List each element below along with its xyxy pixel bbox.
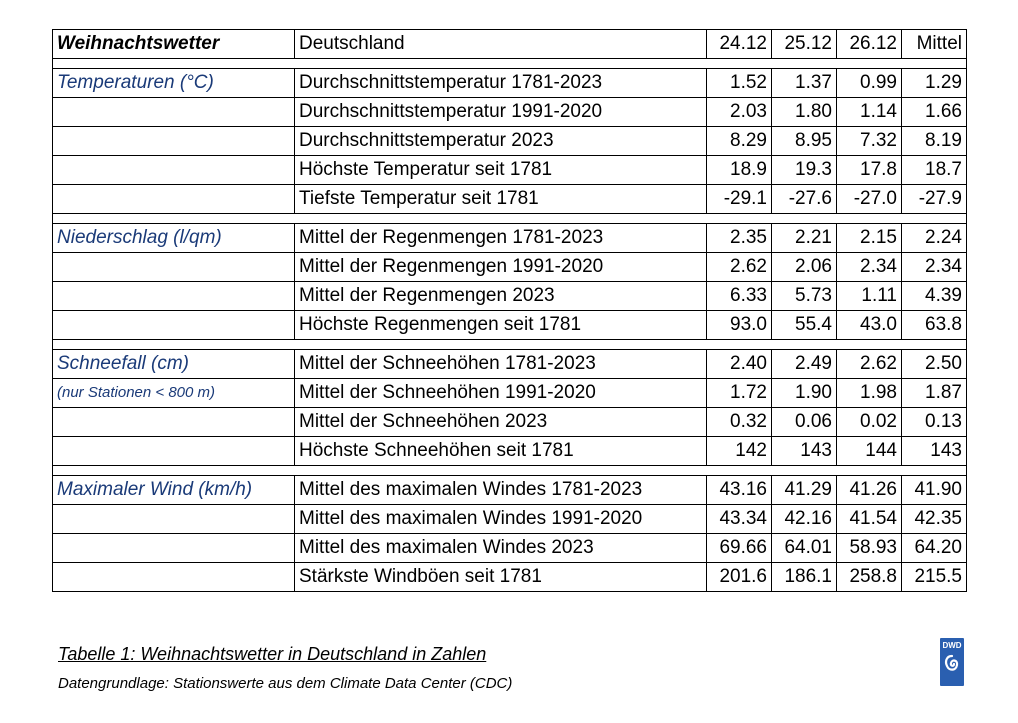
empty-cell (53, 505, 295, 534)
table-row (53, 505, 967, 534)
region-header: Deutschland (295, 30, 707, 59)
value-cell: 186.1 (772, 563, 837, 592)
value-cell: 0.02 (837, 408, 902, 437)
value-cell: 17.8 (837, 156, 902, 185)
value-cell: 1.72 (707, 379, 772, 408)
value-cell: 6.33 (707, 282, 772, 311)
empty-cell (53, 408, 295, 437)
value-cell: -29.1 (707, 185, 772, 214)
spacer-cell (53, 59, 967, 69)
value-cell: 1.98 (837, 379, 902, 408)
row-label: Mittel der Schneehöhen 2023 (295, 408, 707, 437)
value-cell: 2.40 (707, 350, 772, 379)
table-row (53, 224, 967, 253)
dwd-logo (940, 638, 964, 686)
spacer-row (53, 466, 967, 476)
table-title: Weihnachtswetter (53, 30, 295, 59)
value-cell: 1.14 (837, 98, 902, 127)
value-cell: 55.4 (772, 311, 837, 340)
row-label: Mittel des maximalen Windes 1991-2020 (295, 505, 707, 534)
value-cell: 4.39 (902, 282, 967, 311)
value-cell: 1.37 (772, 69, 837, 98)
value-cell: 0.32 (707, 408, 772, 437)
table-caption: Tabelle 1: Weihnachtswetter in Deutschland in Zahlen (58, 644, 487, 664)
value-cell: 41.26 (837, 476, 902, 505)
spacer-row (53, 59, 967, 69)
value-cell: 2.34 (837, 253, 902, 282)
value-cell: 41.90 (902, 476, 967, 505)
value-cell: 2.50 (902, 350, 967, 379)
value-cell: 143 (902, 437, 967, 466)
value-cell: 2.35 (707, 224, 772, 253)
value-cell: 0.13 (902, 408, 967, 437)
value-cell: 93.0 (707, 311, 772, 340)
row-label: Mittel der Schneehöhen 1781-2023 (295, 350, 707, 379)
value-cell: 2.62 (707, 253, 772, 282)
row-label: Tiefste Temperatur seit 1781 (295, 185, 707, 214)
value-cell: 2.62 (837, 350, 902, 379)
table-row (53, 408, 967, 437)
value-cell: 8.19 (902, 127, 967, 156)
row-label: Durchschnittstemperatur 2023 (295, 127, 707, 156)
value-cell: 18.9 (707, 156, 772, 185)
value-cell: 0.06 (772, 408, 837, 437)
empty-cell (53, 156, 295, 185)
table-row (53, 563, 967, 592)
value-cell: 42.16 (772, 505, 837, 534)
category-snow-note: (nur Stationen < 800 m) (53, 379, 295, 408)
value-cell: 42.35 (902, 505, 967, 534)
value-cell: 201.6 (707, 563, 772, 592)
value-cell: 41.29 (772, 476, 837, 505)
value-cell: 43.0 (837, 311, 902, 340)
table-row (53, 253, 967, 282)
table-row (53, 311, 967, 340)
table-body (53, 30, 967, 592)
category-snow: Schneefall (cm) (53, 350, 295, 379)
value-cell: 144 (837, 437, 902, 466)
value-cell: 43.34 (707, 505, 772, 534)
dwd-logo-text: DWD (942, 641, 962, 650)
row-label: Mittel des maximalen Windes 1781-2023 (295, 476, 707, 505)
table-row (53, 437, 967, 466)
table-row (53, 282, 967, 311)
spacer-cell (53, 214, 967, 224)
table-row (53, 476, 967, 505)
value-cell: 2.15 (837, 224, 902, 253)
value-cell: 19.3 (772, 156, 837, 185)
table-row (53, 127, 967, 156)
value-cell: 18.7 (902, 156, 967, 185)
empty-cell (53, 282, 295, 311)
empty-cell (53, 534, 295, 563)
value-cell: 64.20 (902, 534, 967, 563)
value-cell: 8.29 (707, 127, 772, 156)
value-cell: 7.32 (837, 127, 902, 156)
spacer-row (53, 214, 967, 224)
value-cell: 1.87 (902, 379, 967, 408)
row-label: Mittel des maximalen Windes 2023 (295, 534, 707, 563)
table-row (53, 185, 967, 214)
spacer-cell (53, 340, 967, 350)
data-source-note: Datengrundlage: Stationswerte aus dem Climate Data Center (CDC) (58, 675, 513, 692)
value-cell: 2.21 (772, 224, 837, 253)
row-label: Durchschnittstemperatur 1781-2023 (295, 69, 707, 98)
value-cell: 2.03 (707, 98, 772, 127)
empty-cell (53, 185, 295, 214)
table-row (53, 69, 967, 98)
row-label: Mittel der Regenmengen 1781-2023 (295, 224, 707, 253)
value-cell: 2.24 (902, 224, 967, 253)
table-row (53, 350, 967, 379)
value-cell: 58.93 (837, 534, 902, 563)
value-cell: 1.66 (902, 98, 967, 127)
row-label: Höchste Schneehöhen seit 1781 (295, 437, 707, 466)
row-label: Höchste Regenmengen seit 1781 (295, 311, 707, 340)
row-label: Höchste Temperatur seit 1781 (295, 156, 707, 185)
value-cell: 1.52 (707, 69, 772, 98)
weather-table (52, 29, 967, 592)
value-cell: -27.9 (902, 185, 967, 214)
table-row (53, 156, 967, 185)
empty-cell (53, 563, 295, 592)
value-cell: 5.73 (772, 282, 837, 311)
header-row (53, 30, 967, 59)
value-cell: 1.90 (772, 379, 837, 408)
swirl-icon (943, 652, 961, 676)
value-cell: -27.6 (772, 185, 837, 214)
col-header-24: 24.12 (707, 30, 772, 59)
value-cell: 69.66 (707, 534, 772, 563)
category-precipitation: Niederschlag (l/qm) (53, 224, 295, 253)
value-cell: 258.8 (837, 563, 902, 592)
value-cell: 8.95 (772, 127, 837, 156)
value-cell: 41.54 (837, 505, 902, 534)
category-wind: Maximaler Wind (km/h) (53, 476, 295, 505)
empty-cell (53, 98, 295, 127)
value-cell: 2.34 (902, 253, 967, 282)
empty-cell (53, 311, 295, 340)
table-row (53, 379, 967, 408)
col-header-mittel: Mittel (902, 30, 967, 59)
col-header-25: 25.12 (772, 30, 837, 59)
row-label: Stärkste Windböen seit 1781 (295, 563, 707, 592)
value-cell: 43.16 (707, 476, 772, 505)
value-cell: 2.49 (772, 350, 837, 379)
empty-cell (53, 127, 295, 156)
row-label: Mittel der Schneehöhen 1991-2020 (295, 379, 707, 408)
value-cell: 142 (707, 437, 772, 466)
table-row (53, 534, 967, 563)
value-cell: 1.11 (837, 282, 902, 311)
empty-cell (53, 437, 295, 466)
row-label: Mittel der Regenmengen 2023 (295, 282, 707, 311)
table-row (53, 98, 967, 127)
category-temperature: Temperaturen (°C) (53, 69, 295, 98)
value-cell: -27.0 (837, 185, 902, 214)
value-cell: 1.80 (772, 98, 837, 127)
value-cell: 143 (772, 437, 837, 466)
value-cell: 63.8 (902, 311, 967, 340)
row-label: Mittel der Regenmengen 1991-2020 (295, 253, 707, 282)
empty-cell (53, 253, 295, 282)
value-cell: 215.5 (902, 563, 967, 592)
value-cell: 2.06 (772, 253, 837, 282)
value-cell: 64.01 (772, 534, 837, 563)
spacer-row (53, 340, 967, 350)
col-header-26: 26.12 (837, 30, 902, 59)
spacer-cell (53, 466, 967, 476)
row-label: Durchschnittstemperatur 1991-2020 (295, 98, 707, 127)
value-cell: 0.99 (837, 69, 902, 98)
value-cell: 1.29 (902, 69, 967, 98)
